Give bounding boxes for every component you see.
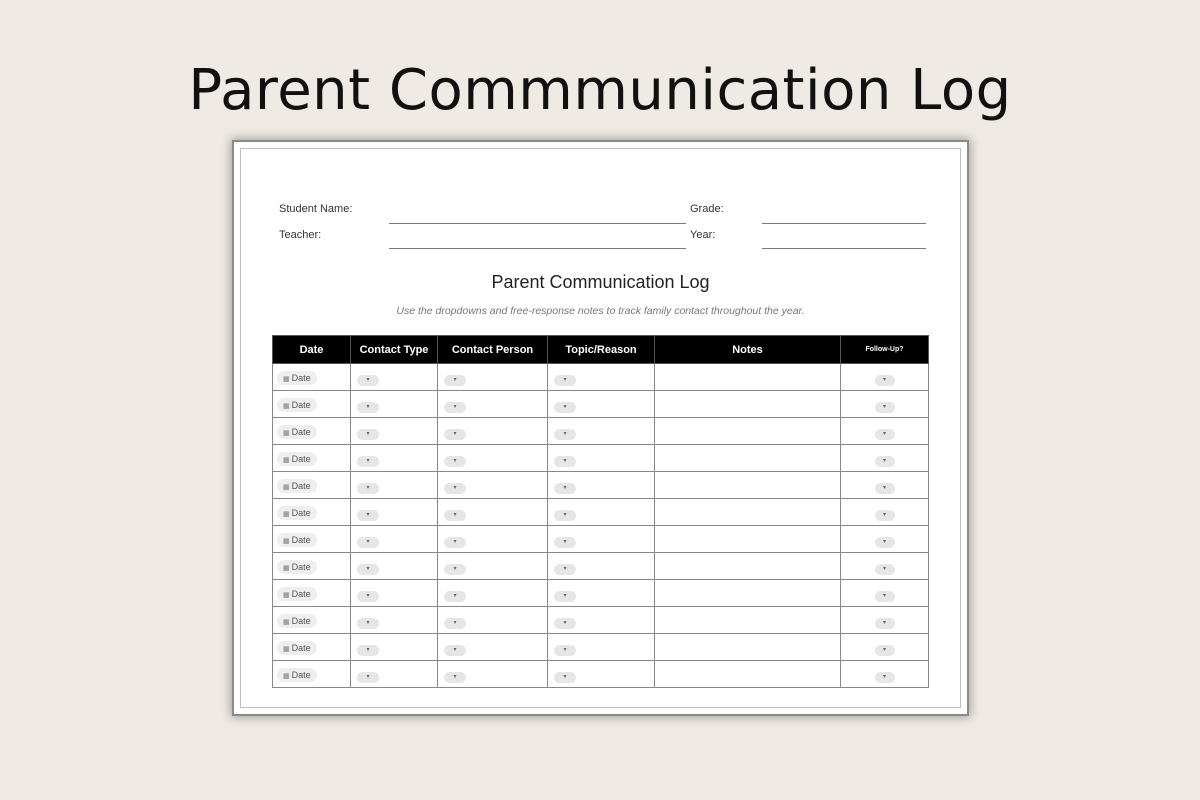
chevron-down-icon: ▾ [366,485,370,491]
contact-person-cell [438,445,548,472]
date-placeholder: Date [291,643,311,653]
follow-up-dropdown[interactable] [875,591,895,602]
contact-type-cell [351,391,438,418]
chevron-down-icon: ▾ [882,512,886,518]
student-name-field[interactable] [389,223,686,224]
topic-reason-dropdown[interactable] [554,510,576,521]
chevron-down-icon: ▾ [366,539,370,545]
contact-person-cell [438,364,548,391]
contact-type-cell [351,445,438,472]
contact-person-dropdown[interactable] [444,537,466,548]
chevron-down-icon: ▾ [563,377,567,383]
calendar-icon: ▦ [283,619,290,626]
contact-type-dropdown[interactable] [357,456,379,467]
follow-up-cell [841,580,929,607]
topic-reason-cell [548,580,655,607]
contact-person-dropdown[interactable] [444,672,466,683]
topic-reason-cell [548,526,655,553]
date-cell [273,445,351,472]
calendar-icon: ▦ [283,673,290,680]
date-cell [273,499,351,526]
chevron-down-icon: ▾ [453,431,457,437]
chevron-down-icon: ▾ [453,404,457,410]
contact-type-cell [351,472,438,499]
contact-type-cell [351,661,438,688]
column-header-topic-reason: Topic/Reason [548,336,655,364]
follow-up-cell [841,418,929,445]
date-placeholder: Date [291,562,311,572]
date-picker[interactable] [277,506,317,520]
follow-up-dropdown[interactable] [875,645,895,656]
chevron-down-icon: ▾ [366,458,370,464]
contact-person-dropdown[interactable] [444,591,466,602]
date-picker[interactable] [277,587,317,601]
chevron-down-icon: ▾ [453,566,457,572]
table-row [273,472,929,499]
chevron-down-icon: ▾ [882,539,886,545]
contact-type-cell [351,634,438,661]
chevron-down-icon: ▾ [366,620,370,626]
contact-type-dropdown[interactable] [357,375,379,386]
chevron-down-icon: ▾ [882,377,886,383]
date-picker[interactable] [277,425,317,439]
contact-person-dropdown[interactable] [444,375,466,386]
contact-type-cell [351,526,438,553]
table-header-row [273,336,929,364]
topic-reason-dropdown[interactable] [554,483,576,494]
table-row [273,445,929,472]
topic-reason-dropdown[interactable] [554,672,576,683]
follow-up-cell [841,472,929,499]
topic-reason-dropdown[interactable] [554,375,576,386]
contact-person-dropdown[interactable] [444,429,466,440]
date-placeholder: Date [291,670,311,680]
topic-reason-dropdown[interactable] [554,537,576,548]
topic-reason-dropdown[interactable] [554,564,576,575]
notes-cell[interactable] [655,445,841,472]
date-placeholder: Date [291,427,311,437]
contact-type-cell [351,418,438,445]
chevron-down-icon: ▾ [563,647,567,653]
notes-cell[interactable] [655,580,841,607]
chevron-down-icon: ▾ [453,539,457,545]
topic-reason-cell [548,418,655,445]
chevron-down-icon: ▾ [882,647,886,653]
topic-reason-dropdown[interactable] [554,645,576,656]
chevron-down-icon: ▾ [882,566,886,572]
contact-person-cell [438,553,548,580]
chevron-down-icon: ▾ [882,593,886,599]
contact-person-cell [438,472,548,499]
date-picker[interactable] [277,614,317,628]
contact-person-cell [438,580,548,607]
notes-cell[interactable] [655,526,841,553]
date-cell [273,364,351,391]
teacher-label: Teacher: [279,229,322,241]
date-picker[interactable] [277,398,317,412]
date-placeholder: Date [291,589,311,599]
grade-field[interactable] [762,223,926,224]
follow-up-cell [841,553,929,580]
topic-reason-cell [548,499,655,526]
follow-up-cell [841,634,929,661]
chevron-down-icon: ▾ [453,512,457,518]
notes-cell[interactable] [655,607,841,634]
chevron-down-icon: ▾ [563,431,567,437]
date-picker[interactable] [277,560,317,574]
chevron-down-icon: ▾ [563,674,567,680]
chevron-down-icon: ▾ [563,539,567,545]
chevron-down-icon: ▾ [453,458,457,464]
contact-type-cell [351,580,438,607]
date-placeholder: Date [291,481,311,491]
calendar-icon: ▦ [283,646,290,653]
chevron-down-icon: ▾ [453,674,457,680]
date-picker[interactable] [277,641,317,655]
contact-type-cell [351,553,438,580]
chevron-down-icon: ▾ [366,647,370,653]
date-picker[interactable] [277,533,317,547]
contact-person-dropdown[interactable] [444,618,466,629]
chevron-down-icon: ▾ [453,593,457,599]
contact-person-cell [438,526,548,553]
notes-cell[interactable] [655,499,841,526]
chevron-down-icon: ▾ [882,458,886,464]
topic-reason-cell [548,553,655,580]
date-placeholder: Date [291,454,311,464]
topic-reason-cell [548,391,655,418]
contact-person-dropdown[interactable] [444,645,466,656]
date-cell [273,553,351,580]
notes-cell[interactable] [655,553,841,580]
chevron-down-icon: ▾ [453,620,457,626]
topic-reason-cell [548,607,655,634]
date-placeholder: Date [291,508,311,518]
calendar-icon: ▦ [283,484,290,491]
contact-type-dropdown[interactable] [357,510,379,521]
follow-up-dropdown[interactable] [875,456,895,467]
follow-up-dropdown[interactable] [875,510,895,521]
topic-reason-dropdown[interactable] [554,456,576,467]
contact-person-dropdown[interactable] [444,510,466,521]
year-field[interactable] [762,248,926,249]
column-header-contact-type: Contact Type [351,336,438,364]
calendar-icon: ▦ [283,403,290,410]
date-picker[interactable] [277,668,317,682]
log-subtitle: Use the dropdowns and free-response notes to track family contact throughout the year. [396,305,805,317]
date-cell [273,418,351,445]
follow-up-dropdown[interactable] [875,402,895,413]
date-placeholder: Date [291,400,311,410]
contact-person-dropdown[interactable] [444,456,466,467]
contact-type-dropdown[interactable] [357,591,379,602]
contact-type-dropdown[interactable] [357,564,379,575]
log-sheet [234,142,967,714]
grade-label: Grade: [690,203,724,215]
contact-person-cell [438,418,548,445]
date-picker[interactable] [277,479,317,493]
contact-type-dropdown[interactable] [357,402,379,413]
chevron-down-icon: ▾ [563,458,567,464]
calendar-icon: ▦ [283,376,290,383]
table-row [273,526,929,553]
calendar-icon: ▦ [283,538,290,545]
chevron-down-icon: ▾ [563,593,567,599]
date-placeholder: Date [291,616,311,626]
chevron-down-icon: ▾ [563,404,567,410]
notes-cell[interactable] [655,418,841,445]
follow-up-dropdown[interactable] [875,537,895,548]
chevron-down-icon: ▾ [453,377,457,383]
follow-up-dropdown[interactable] [875,618,895,629]
calendar-icon: ▦ [283,592,290,599]
table-row [273,661,929,688]
table-row [273,364,929,391]
topic-reason-cell [548,634,655,661]
date-placeholder: Date [291,373,311,383]
table-body [273,364,929,688]
chevron-down-icon: ▾ [882,404,886,410]
date-cell [273,472,351,499]
contact-type-dropdown[interactable] [357,537,379,548]
contact-person-dropdown[interactable] [444,483,466,494]
contact-type-dropdown[interactable] [357,618,379,629]
column-header-follow-up: Follow-Up? [841,336,929,364]
notes-cell[interactable] [655,661,841,688]
contact-person-cell [438,391,548,418]
follow-up-dropdown[interactable] [875,672,895,683]
date-cell [273,391,351,418]
topic-reason-dropdown[interactable] [554,618,576,629]
contact-type-dropdown[interactable] [357,429,379,440]
column-header-notes: Notes [655,336,841,364]
column-header-date: Date [273,336,351,364]
table-row [273,418,929,445]
follow-up-dropdown[interactable] [875,375,895,386]
chevron-down-icon: ▾ [453,647,457,653]
column-header-contact-person: Contact Person [438,336,548,364]
chevron-down-icon: ▾ [366,566,370,572]
date-picker[interactable] [277,452,317,466]
topic-reason-cell [548,445,655,472]
topic-reason-dropdown[interactable] [554,591,576,602]
chevron-down-icon: ▾ [366,512,370,518]
contact-type-dropdown[interactable] [357,645,379,656]
contact-type-cell [351,364,438,391]
communication-log-table [272,335,929,688]
chevron-down-icon: ▾ [366,593,370,599]
topic-reason-dropdown[interactable] [554,429,576,440]
student-name-label: Student Name: [279,203,353,215]
follow-up-cell [841,661,929,688]
contact-person-cell [438,661,548,688]
date-cell [273,607,351,634]
chevron-down-icon: ▾ [366,404,370,410]
table-row [273,391,929,418]
contact-person-cell [438,499,548,526]
table-row [273,607,929,634]
follow-up-cell [841,391,929,418]
chevron-down-icon: ▾ [563,512,567,518]
topic-reason-cell [548,472,655,499]
contact-type-dropdown[interactable] [357,672,379,683]
topic-reason-cell [548,364,655,391]
calendar-icon: ▦ [283,565,290,572]
chevron-down-icon: ▾ [563,620,567,626]
chevron-down-icon: ▾ [882,674,886,680]
contact-type-cell [351,607,438,634]
notes-cell[interactable] [655,472,841,499]
table-row [273,553,929,580]
chevron-down-icon: ▾ [366,377,370,383]
year-label: Year: [690,229,716,241]
date-picker[interactable] [277,371,317,385]
topic-reason-cell [548,661,655,688]
chevron-down-icon: ▾ [453,485,457,491]
calendar-icon: ▦ [283,511,290,518]
date-cell [273,634,351,661]
contact-type-cell [351,499,438,526]
chevron-down-icon: ▾ [366,674,370,680]
follow-up-cell [841,526,929,553]
follow-up-cell [841,607,929,634]
notes-cell[interactable] [655,634,841,661]
teacher-field[interactable] [389,248,686,249]
date-cell [273,580,351,607]
follow-up-cell [841,445,929,472]
date-placeholder: Date [291,535,311,545]
follow-up-cell [841,364,929,391]
page-title: Parent Commmunication Log [188,58,1012,123]
table-row [273,580,929,607]
contact-person-dropdown[interactable] [444,564,466,575]
notes-cell[interactable] [655,364,841,391]
table-row [273,634,929,661]
calendar-icon: ▦ [283,430,290,437]
date-cell [273,526,351,553]
chevron-down-icon: ▾ [882,620,886,626]
contact-person-cell [438,634,548,661]
contact-person-cell [438,607,548,634]
chevron-down-icon: ▾ [366,431,370,437]
table-row [273,499,929,526]
follow-up-dropdown[interactable] [875,429,895,440]
contact-person-dropdown[interactable] [444,402,466,413]
chevron-down-icon: ▾ [882,485,886,491]
chevron-down-icon: ▾ [563,485,567,491]
log-title: Parent Communication Log [491,272,710,292]
calendar-icon: ▦ [283,457,290,464]
date-cell [273,661,351,688]
topic-reason-dropdown[interactable] [554,402,576,413]
follow-up-dropdown[interactable] [875,564,895,575]
follow-up-cell [841,499,929,526]
chevron-down-icon: ▾ [563,566,567,572]
contact-type-dropdown[interactable] [357,483,379,494]
chevron-down-icon: ▾ [882,431,886,437]
notes-cell[interactable] [655,391,841,418]
follow-up-dropdown[interactable] [875,483,895,494]
